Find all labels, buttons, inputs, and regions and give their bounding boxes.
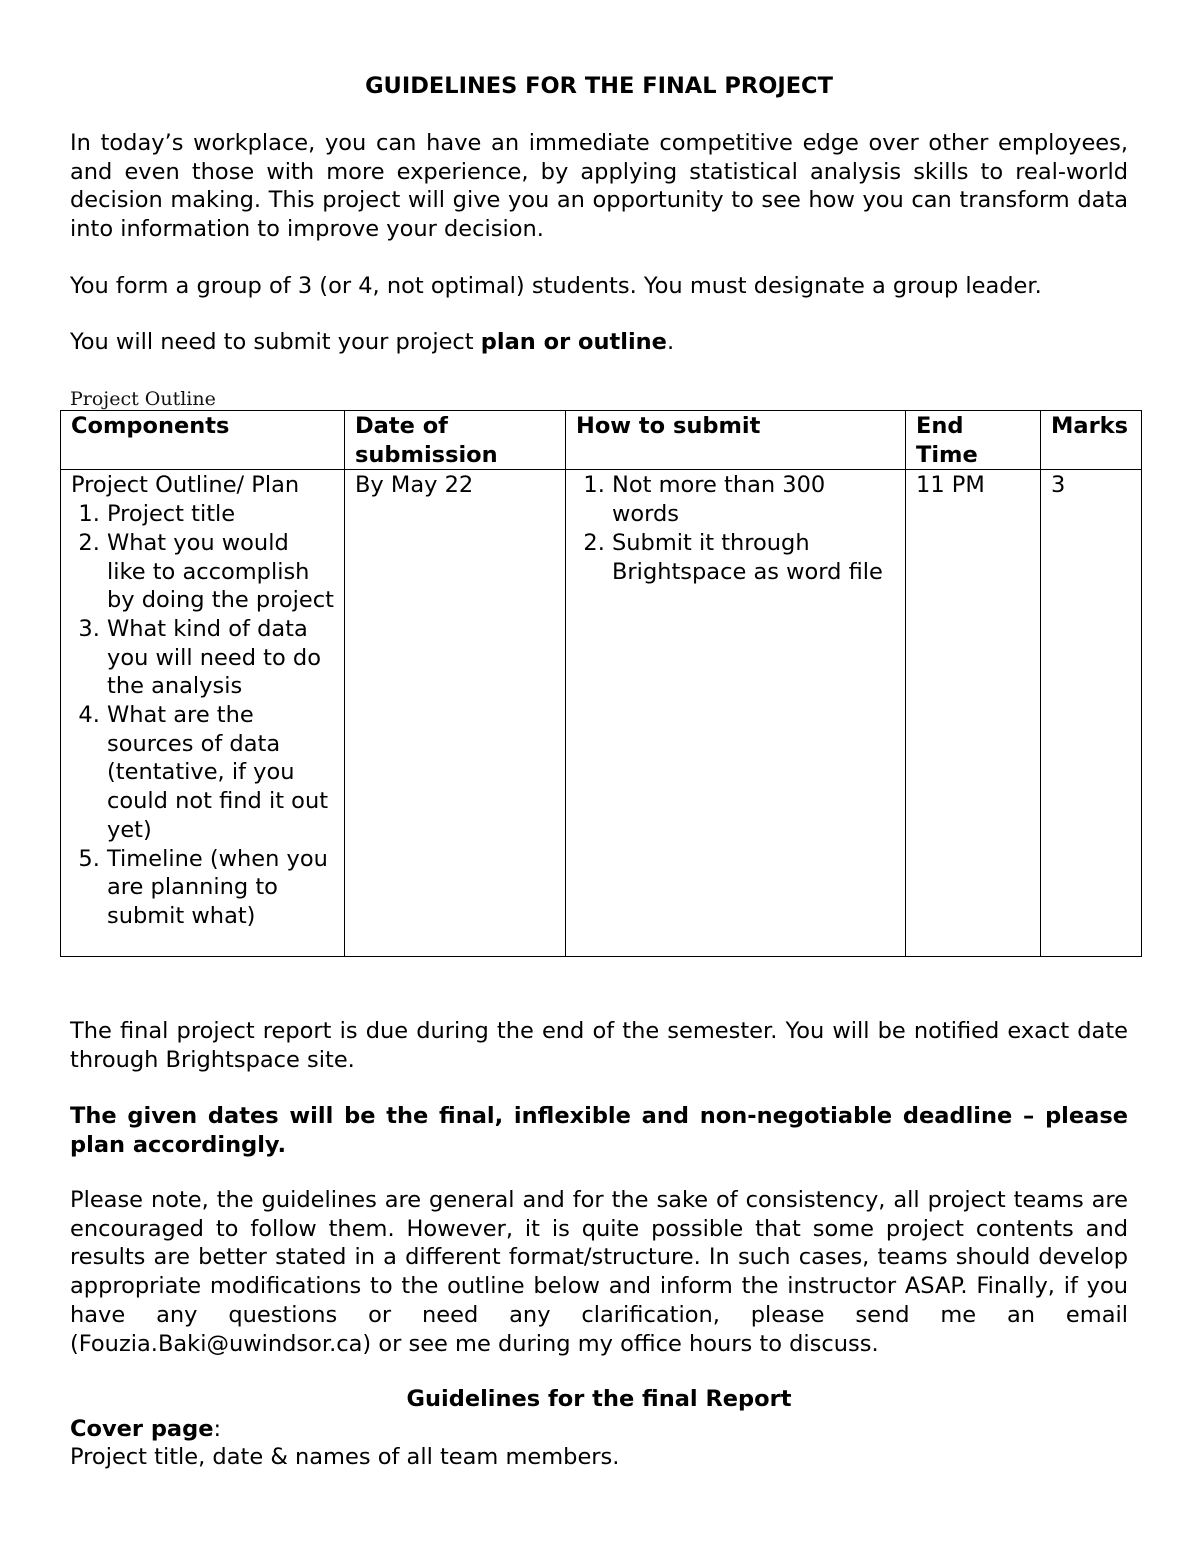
list-item: 1. Not more than 300 words bbox=[612, 471, 895, 528]
list-item: 3. What kind of data you will need to do the analysis bbox=[107, 615, 334, 701]
table-caption: Project Outline bbox=[70, 388, 216, 410]
list-item: 5. Timeline (when you are planning to submit what) bbox=[107, 845, 334, 931]
header-end-time: End Time bbox=[906, 411, 1041, 470]
list-item: 2. Submit it through Brightspace as word file bbox=[612, 529, 895, 586]
deadline-warning: The given dates will be the final, inflexible and non-negotiable deadline – please plan accordingly. bbox=[70, 1103, 1128, 1158]
group-paragraph: You form a group of 3 (or 4, not optimal) students. You must designate a group leader. bbox=[70, 273, 1042, 299]
how-cell bbox=[566, 470, 906, 957]
cover-page-text: Project title, date & names of all team members. bbox=[70, 1444, 620, 1470]
components-list bbox=[71, 500, 334, 931]
header-how: How to submit bbox=[566, 411, 906, 470]
list-item: 2. What you would like to accomplish by doing the project bbox=[107, 529, 334, 615]
project-outline-table bbox=[60, 410, 1142, 957]
header-marks: Marks bbox=[1041, 411, 1142, 470]
how-list bbox=[576, 471, 895, 586]
cover-page-label: Cover page bbox=[70, 1416, 214, 1442]
end-time-cell: 11 PM bbox=[906, 470, 1041, 957]
submit-suffix: . bbox=[666, 329, 675, 355]
components-intro: Project Outline/ Plan bbox=[71, 472, 300, 499]
date-cell: By May 22 bbox=[345, 470, 566, 957]
header-date: Date of submission bbox=[345, 411, 566, 470]
report-heading: Guidelines for the final Report bbox=[406, 1386, 792, 1412]
list-item: 4. What are the sources of data (tentative, if you could not find it out yet) bbox=[107, 701, 334, 845]
list-item: 1. Project title bbox=[107, 500, 334, 529]
submit-prefix: You will need to submit your project bbox=[70, 329, 481, 355]
table-header-row bbox=[61, 411, 1142, 470]
submit-paragraph bbox=[70, 328, 1128, 357]
note-paragraph: Please note, the guidelines are general and for the sake of consistency, all project teams are encouraged to follow them. However, it is quite possible that some project contents and results are better stated in a different format/structure. In such cases, teams should develop appropriate modifications to the outline below and inform the instructor ASAP. Finally, if you have any questions or need any clarification, please send me an email (Fouzia.Baki@uwindsor.ca) or see me during my office hours to discuss. bbox=[70, 1187, 1128, 1357]
marks-cell: 3 bbox=[1041, 470, 1142, 957]
cover-page-label-line bbox=[70, 1415, 1128, 1444]
submit-emphasis: plan or outline bbox=[480, 329, 667, 355]
table-row bbox=[61, 470, 1142, 957]
header-components: Components bbox=[61, 411, 345, 470]
document-title: GUIDELINES FOR THE FINAL PROJECT bbox=[365, 73, 833, 99]
components-cell bbox=[61, 470, 345, 957]
intro-paragraph: In today’s workplace, you can have an immediate competitive edge over other employees, and even those with more experience, by applying statistical analysis skills to real-world decision making. This project will give you an opportunity to see how you can transform data into information to improve your decision. bbox=[70, 130, 1128, 243]
final-report-paragraph: The final project report is due during the end of the semester. You will be notified exact date through Brightspace site. bbox=[70, 1018, 1128, 1073]
cover-page-colon: : bbox=[213, 1416, 222, 1442]
